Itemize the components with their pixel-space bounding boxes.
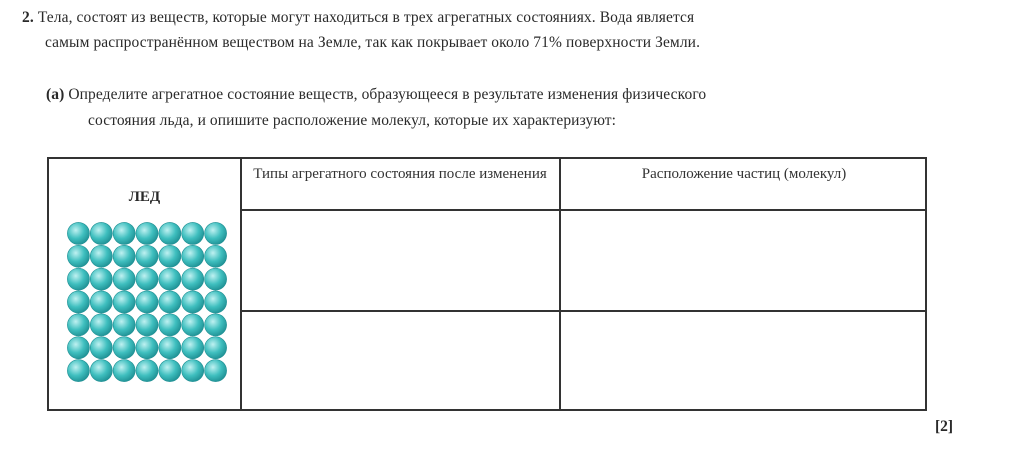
ice-molecule	[67, 268, 89, 290]
table-divider-row	[240, 310, 925, 312]
ice-molecule	[205, 245, 227, 267]
answer-cell-state-1[interactable]	[246, 219, 554, 304]
ice-molecule	[182, 360, 204, 382]
ice-molecule	[136, 337, 158, 359]
ice-label: ЛЕД	[128, 189, 161, 205]
ice-molecule	[90, 222, 112, 244]
ice-molecule	[159, 245, 181, 267]
score-marks: [2]	[935, 418, 954, 435]
table-divider-vertical-1	[240, 159, 242, 409]
table-divider-vertical-2	[559, 159, 561, 409]
ice-molecule	[90, 360, 112, 382]
ice-molecule	[136, 245, 158, 267]
header-state-types: Типы агрегатного состояния после изменения	[253, 166, 547, 182]
ice-molecule	[113, 268, 135, 290]
question-text-line-1	[22, 9, 694, 27]
ice-molecule	[113, 337, 135, 359]
ice-molecule	[136, 222, 158, 244]
part-a-prompt-line-1: Определите агрегатное состояние веществ, образующееся в результате изменения физического	[68, 86, 707, 103]
answer-cell-state-2[interactable]	[246, 319, 554, 404]
ice-molecule	[90, 291, 112, 313]
ice-molecule	[113, 245, 135, 267]
ice-molecule	[159, 222, 181, 244]
ice-molecule	[159, 291, 181, 313]
answer-cell-arrangement-2[interactable]	[565, 319, 923, 404]
ice-lattice-image	[67, 222, 227, 382]
ice-molecule	[113, 222, 135, 244]
ice-molecule	[159, 268, 181, 290]
header-particle-arrangement: Расположение частиц (молекул)	[641, 166, 847, 182]
question-number: 2.	[22, 9, 34, 26]
ice-molecule	[90, 337, 112, 359]
ice-molecule	[182, 337, 204, 359]
part-a-line-1	[46, 86, 706, 104]
ice-molecule	[136, 268, 158, 290]
ice-molecule	[90, 268, 112, 290]
ice-molecule	[205, 360, 227, 382]
ice-molecule	[136, 360, 158, 382]
ice-molecule	[136, 314, 158, 336]
table-divider-header	[240, 209, 925, 211]
ice-molecule	[113, 291, 135, 313]
ice-molecule	[159, 314, 181, 336]
ice-molecule	[67, 222, 89, 244]
ice-molecule	[205, 222, 227, 244]
ice-molecule	[182, 291, 204, 313]
ice-molecule	[159, 360, 181, 382]
ice-molecule	[205, 314, 227, 336]
ice-molecule	[205, 337, 227, 359]
ice-molecule	[205, 291, 227, 313]
ice-molecule	[182, 245, 204, 267]
ice-molecule	[205, 268, 227, 290]
ice-molecule	[67, 360, 89, 382]
ice-molecule	[182, 222, 204, 244]
ice-molecule	[67, 314, 89, 336]
ice-molecule	[182, 314, 204, 336]
answer-cell-arrangement-1[interactable]	[565, 219, 923, 304]
part-a-label: (a)	[46, 86, 65, 103]
ice-molecule	[67, 337, 89, 359]
ice-molecule	[113, 314, 135, 336]
answer-table	[47, 157, 927, 411]
ice-molecule	[67, 245, 89, 267]
part-a-line-2: состояния льда, и опишите расположение молекул, которые их характеризуют:	[88, 112, 617, 129]
ice-molecule	[67, 291, 89, 313]
ice-molecule	[136, 291, 158, 313]
question-intro-line-1: Тела, состоят из веществ, которые могут находиться в трех агрегатных состояниях. Вода является	[37, 9, 695, 26]
ice-molecule	[90, 245, 112, 267]
question-text-line-2: самым распространённом веществом на Земле, так как покрывает около 71% поверхности Земли.	[45, 34, 701, 51]
ice-molecule	[159, 337, 181, 359]
ice-molecule	[113, 360, 135, 382]
ice-molecule	[182, 268, 204, 290]
ice-molecule	[90, 314, 112, 336]
